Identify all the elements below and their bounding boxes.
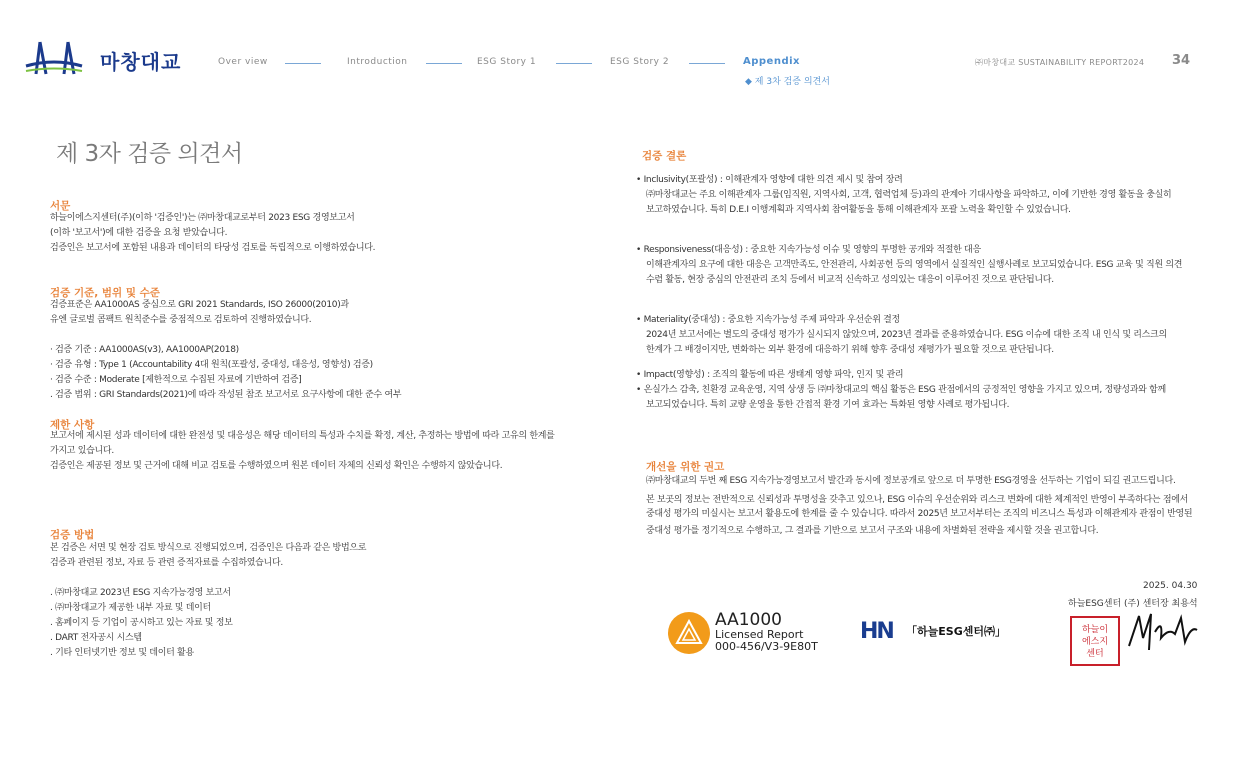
aa1000-license-id: 000-456/V3-9E80T	[715, 640, 818, 653]
scope-heading: 검증 기준, 범위 및 수준	[50, 287, 160, 299]
bullet-icon: •	[636, 385, 644, 395]
text-line: 2024년 보고서에는 별도의 중대성 평가가 실시되지 않았으며, 2023년 결과를 준용하였습니다. ESG 이슈에 대한 조직 내 인식 및 리스크의	[646, 330, 1167, 340]
text-line: 본 보곳의 정보는 전반적으로 신뢰성과 투명성을 갖추고 있으나, ESG 이슈의 우선순위와 리스크 변화에 대한 체계적인 반영이 부족하다는 점에서	[646, 495, 1189, 505]
text-line: ㈜마창대교의 두번 째 ESG 지속가능경영보고서 발간과 동시에 정보공개로 앞으로 더 투명한 ESG경영을 선두하는 기업이 되길 권고드립니다.	[646, 476, 1176, 486]
conclusion-point-impact	[636, 368, 1166, 413]
aa1000-logo-icon	[668, 612, 710, 654]
conclusion-point-materiality	[636, 313, 1167, 358]
seal-text: 하늘이에스지센터	[1081, 625, 1109, 659]
company-seal-icon	[1070, 616, 1120, 666]
point-title: Responsiveness(대응성) : 중요한 지속가능성 이슈 및 영향의 투명한 공개와 적절한 대응	[643, 245, 981, 255]
list-item: . ㈜마창대교 2023년 ESG 지속가능경영 보고서	[50, 588, 231, 598]
preface-text	[50, 211, 375, 256]
nav-divider	[556, 63, 592, 64]
list-item: · 검증 수준 : Moderate [제한적으로 수집된 자료에 기반하여 검증]	[50, 375, 302, 385]
text-line: 본 검증은 서면 및 현장 검토 방식으로 진행되었으며, 검증인은 다음과 같은 방법으로	[50, 543, 367, 553]
conclusion-point-responsiveness	[636, 243, 1183, 288]
point-title: Inclusivity(포괄성) : 이해관계자 영향에 대한 의견 제시 및 참여 장려	[643, 175, 903, 185]
text-line: 검증인은 보고서에 포함된 내용과 데이터의 타당성 검토를 독립적으로 이행하였습니다.	[50, 243, 376, 253]
nav-esg-story-2[interactable]: ESG Story 2	[610, 57, 670, 67]
bullet-icon: •	[636, 315, 644, 325]
signature-icon	[1125, 608, 1200, 658]
report-label: ㈜마창대교 SUSTAINABILITY REPORT2024	[975, 58, 1145, 67]
method-text	[50, 541, 366, 661]
company-logo-text: 마창대교	[100, 50, 182, 74]
list-item: . 홈페이지 등 기업이 공시하고 있는 자료 및 정보	[50, 618, 233, 628]
scope-text	[50, 298, 401, 403]
limitations-heading: 제한 사항	[50, 419, 95, 431]
preface-heading: 서문	[50, 200, 71, 212]
nav-overview[interactable]: Over view	[218, 57, 268, 67]
method-heading: 검증 방법	[50, 529, 95, 541]
text-line: 중대성 평가를 정기적으로 수행하고, 그 결과를 기반으로 보고서 구조와 내용에 차별화된 전략을 제시할 것을 권고합니다.	[646, 526, 1099, 536]
nav-divider	[285, 63, 321, 64]
list-item: · 검증 기준 : AA1000AS(v3), AA1000AP(2018)	[50, 345, 239, 355]
signer-name: 하늘ESG센터 (주) 센터장 최용석	[1068, 599, 1198, 609]
bullet-icon: •	[636, 175, 644, 185]
page-title: 제 3자 검증 의견서	[56, 141, 243, 167]
limitations-text	[50, 429, 555, 474]
bullet-icon: •	[636, 245, 644, 255]
text-line: 검증표준은 AA1000AS 중심으로 GRI 2021 Standards, ISO 26000(2010)과	[50, 300, 349, 310]
conclusion-point-inclusivity	[636, 173, 1172, 218]
bullet-icon: •	[636, 370, 644, 380]
text-line: 보고서에 제시된 성과 데이터에 대한 완전성 및 대응성은 해당 데이터의 특성과 수치를 확정, 계산, 추정하는 방법에 따라 고유의 한계를	[50, 431, 555, 441]
list-item: · 검증 유형 : Type 1 (Accountability 4대 원칙(포괄성, 중대성, 대응성, 영향성) 검증)	[50, 360, 373, 370]
text-line: (이하 '보고서')에 대한 검증을 요청 받았습니다.	[50, 228, 228, 238]
nav-divider	[426, 63, 462, 64]
text-line: 한계가 그 배경이지만, 변화하는 외부 환경에 대응하기 위해 향후 중대성 재평가가 필요할 것으로 판단됩니다.	[646, 345, 1054, 355]
text-line: 보고되었습니다. 특히 교량 운영을 통한 간접적 환경 기여 효과는 특화된 영향 사례로 평가됩니다.	[646, 400, 1010, 410]
aa1000-subtitle: Licensed Report	[715, 628, 804, 641]
text-line: 유엔 글로벌 콤팩트 원칙준수를 중점적으로 검토하여 진행하였습니다.	[50, 315, 312, 325]
conclusion-heading: 검증 결론	[642, 150, 687, 162]
signature-date: 2025. 04.30	[1143, 581, 1198, 591]
list-item: . DART 전자공시 시스템	[50, 633, 142, 643]
text-line: 이해관계자의 요구에 대한 대응은 고객만족도, 안전관리, 사회공헌 등의 영역에서 실질적인 실행사례로 보고되었습니다. ESG 교육 및 직원 의견	[646, 260, 1183, 270]
text-line: 온실가스 감축, 친환경 교육운영, 지역 상생 등 ㈜마창대교의 핵심 활동은 ESG 관점에서의 긍정적인 영향을 가지고 있으며, 정량성과와 함께	[643, 385, 1166, 395]
nav-subsection[interactable]: ◆ 제 3차 검증 의견서	[745, 77, 830, 87]
list-item: . ㈜마창대교가 제공한 내부 자료 및 데이터	[50, 603, 211, 613]
text-line: 중대성 평가의 미실시는 보고서 활용도에 한계를 줄 수 있습니다. 따라서 2025년 보고서부터는 조직의 비즈니스 특성과 이해관계자 관점이 반영된	[646, 509, 1193, 519]
text-line: ㈜마창대교는 주요 이해관계자 그룹(임직원, 지역사회, 고객, 협력업체 등)과의 관계아 기대사항을 파악하고, 이에 기반한 경영 활동을 충실히	[646, 190, 1172, 200]
text-line: 가지고 있습니다.	[50, 446, 114, 456]
aa1000-title: AA1000	[715, 610, 782, 630]
text-line: 보고하였습니다. 특히 D.E.I 이행계획과 지역사회 참여활동을 통해 이해관계자 포괄 노력을 확인할 수 있었습니다.	[646, 205, 1071, 215]
center-name: 「하늘ESG센터㈜」	[906, 625, 1006, 638]
nav-appendix[interactable]: Appendix	[743, 56, 800, 67]
nav-esg-story-1[interactable]: ESG Story 1	[477, 57, 537, 67]
text-line: 검증과 관련된 정보, 자료 등 관련 증적자료를 수집하였습니다.	[50, 558, 283, 568]
list-item: . 검증 범위 : GRI Standards(2021)에 따라 작성된 참조 보고서로 요구사항에 대한 준수 여부	[50, 390, 402, 400]
page-number: 34	[1172, 53, 1191, 68]
nav-divider	[689, 63, 725, 64]
aa1000-triangle-icon	[668, 612, 710, 654]
text-line: 하늘이에스지센터(주)(이하 '검증인')는 ㈜마창대교로부터 2023 ESG 경영보고서	[50, 213, 355, 223]
nav-introduction[interactable]: Introduction	[347, 57, 408, 67]
list-item: . 기타 인터넷기반 정보 및 데이터 활용	[50, 648, 194, 658]
bridge-logo-icon	[24, 38, 84, 78]
point-title: Impact(영향성) : 조직의 활동에 따른 생태계 영향 파악, 인지 및 관리	[643, 370, 904, 380]
point-title: Materiality(중대성) : 중요한 지속가능성 주제 파악과 우선순위 결정	[643, 315, 900, 325]
text-line: 수렴 활동, 현장 중심의 안전관리 조치 등에서 비교적 신속하고 성의있는 대응이 이루어진 것으로 판단됩니다.	[646, 275, 1054, 285]
hn-logo-icon: HN	[860, 619, 893, 644]
recommendation-heading: 개선을 위한 권고	[646, 461, 725, 473]
recommendation-text	[646, 474, 1192, 538]
text-line: 검증인은 제공된 정보 및 근거에 대해 비교 검토를 수행하였으며 원본 데이터 자체의 신뢰성 확인은 수행하지 않았습니다.	[50, 461, 503, 471]
